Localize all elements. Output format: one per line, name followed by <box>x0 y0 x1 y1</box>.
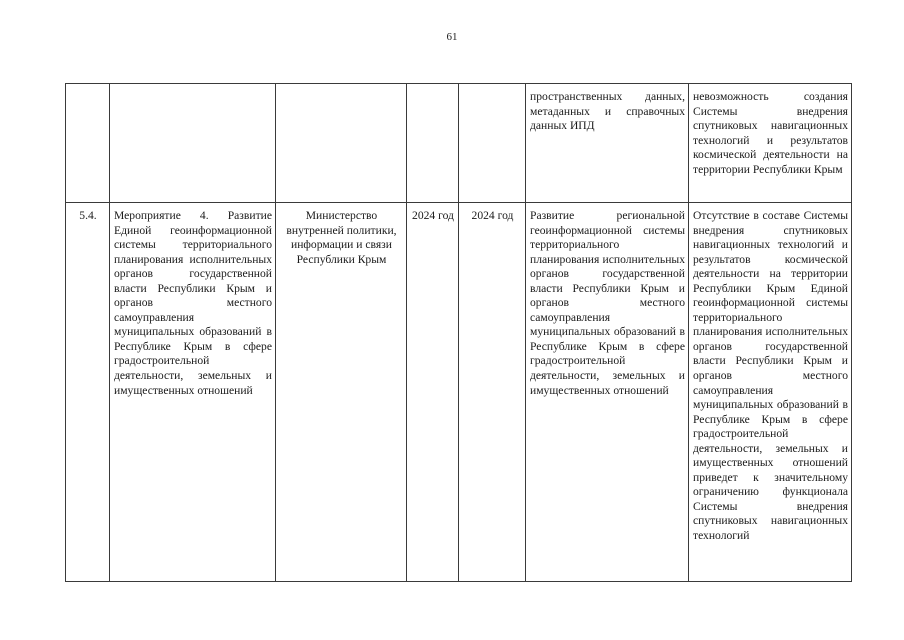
start-year-text: 2024 год <box>412 209 454 222</box>
executor-text: Министерство внутренней политики, информации и связи Республики Крым <box>286 209 397 266</box>
cell-end-empty <box>459 84 526 203</box>
cell-start-year <box>407 203 459 582</box>
cell-measure <box>110 203 276 582</box>
consequence-continued-text: невозможность создания Системы внедрения спутниковых навигационных технологий и результатов космической деятельности на территории Республики Крым <box>693 90 848 176</box>
cell-result <box>526 203 689 582</box>
cell-executor <box>276 203 407 582</box>
measure-text: Мероприятие 4. Развитие Единой геоинформационной системы территориального планирования исполнительных органов государственной власти Республики Крым и органов местного самоуправления муниципальных образований в Республике Крым в сфере градостроительной деятельности, земельных и имущественных отношений <box>114 209 272 397</box>
cell-end-year <box>459 203 526 582</box>
result-continued-text: пространственных данных, метаданных и справочных данных ИПД <box>530 90 685 133</box>
end-year-text: 2024 год <box>471 209 514 222</box>
cell-measure-empty <box>110 84 276 203</box>
row-number: 5.4. <box>79 209 97 222</box>
table-row-continuation <box>66 84 852 203</box>
cell-executor-empty <box>276 84 407 203</box>
consequence-text: Отсутствие в составе Системы внедрения спутниковых навигационных технологий и результатов космической деятельности на территории Республики Крым Единой геоинформационной системы территориального планирования исполнительных органов государственной власти Республики Крым и органов местного самоуправления муниципальных образований в Республике Крым в сфере градостроительной деятельности, земельных и имущественных отношений приведет к значительному ограничению функционала Системы внедрения спутниковых навигационных технологий <box>693 209 848 543</box>
page-number: 61 <box>446 31 458 43</box>
program-table <box>65 83 852 582</box>
table-row-5-4 <box>66 203 852 582</box>
cell-number <box>66 203 110 582</box>
cell-start-empty <box>407 84 459 203</box>
cell-consequence-continued <box>689 84 852 203</box>
result-text: Развитие региональной геоинформационной системы территориального планирования исполнительных органов государственной власти Республики Крым и органов местного самоуправления муниципальных образований в Республике Крым в сфере градостроительной деятельности, земельных и имущественных отношений <box>530 209 685 397</box>
cell-number-empty <box>66 84 110 203</box>
cell-consequence <box>689 203 852 582</box>
cell-result-continued <box>526 84 689 203</box>
